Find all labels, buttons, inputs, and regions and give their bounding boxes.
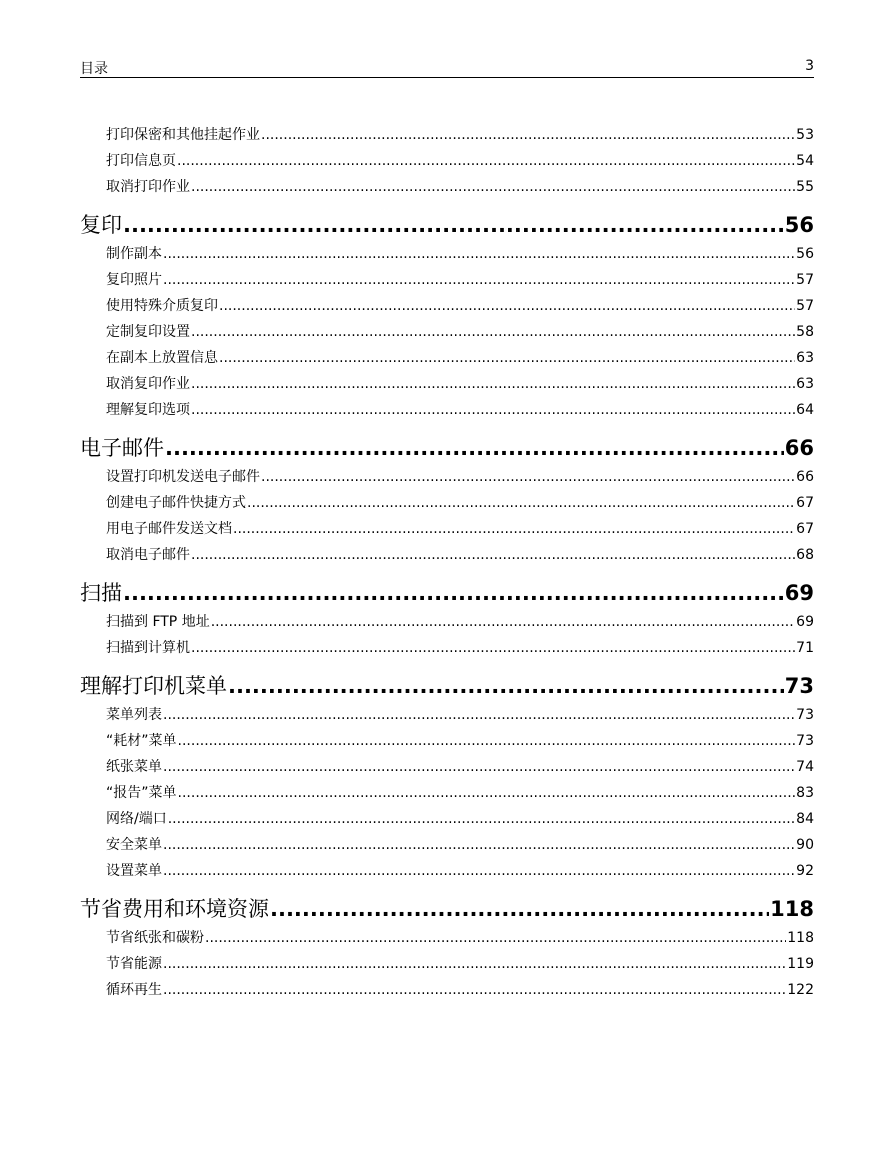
toc-entry[interactable] [80,832,814,858]
toc-entry-page: 63 [796,376,814,392]
toc-section-entry-page: 66 [784,436,814,460]
table-of-contents [80,122,814,1003]
toc-entry-label: 理解复印选项 [106,402,190,418]
toc-entry[interactable] [80,267,814,293]
toc-entry-page: 84 [796,811,814,827]
toc-entry-page: 67 [796,495,814,511]
toc-entry-label: 设置菜单 [106,863,162,879]
toc-entry[interactable] [80,977,814,1003]
toc-entry-page: 57 [796,298,814,314]
toc-entry-label: 扫描到计算机 [106,640,190,656]
dot-leader [261,464,795,490]
toc-entry-page: 118 [787,930,814,946]
toc-entry-page: 92 [796,863,814,879]
dot-leader [163,951,786,977]
toc-entry-label: 纸张菜单 [106,759,162,775]
toc-section-entry-page: 56 [784,213,814,237]
toc-entry-label: 菜单列表 [106,707,162,723]
toc-entry-label: 设置打印机发送电子邮件 [106,469,260,485]
toc-entry-label: 打印信息页 [106,153,176,169]
dot-leader [211,609,795,635]
dot-leader [219,293,795,319]
toc-entry-label: 网络/端口 [106,811,167,827]
toc-entry-label: 扫描到 FTP 地址 [106,614,210,630]
dot-leader [178,780,796,806]
toc-entry-label: 用电子邮件发送文档 [106,521,232,537]
toc-entry[interactable] [80,148,814,174]
toc-entry-page: 73 [796,733,814,749]
toc-entry[interactable] [80,345,814,371]
toc-section-entry[interactable] [80,432,814,464]
toc-entry-page: 63 [796,350,814,366]
dot-leader [219,345,795,371]
toc-entry[interactable] [80,542,814,568]
header-page-number: 3 [805,58,814,74]
toc-entry-label: 制作副本 [106,246,162,262]
toc-section-entry-label: 复印 [80,213,122,237]
toc-entry-label: 打印保密和其他挂起作业 [106,127,260,143]
dot-leader [168,806,795,832]
toc-entry[interactable] [80,241,814,267]
toc-entry[interactable] [80,858,814,884]
toc-section-entry-page: 69 [784,581,814,605]
toc-entry-page: 122 [787,982,814,998]
toc-entry-label: 取消电子邮件 [106,547,190,563]
dot-leader [191,371,795,397]
toc-entry-page: 90 [796,837,814,853]
toc-entry-label: “耗材”菜单 [106,733,177,749]
toc-entry-page: 53 [796,127,814,143]
dot-leader [247,490,795,516]
dot-leader [178,728,796,754]
dot-leader [191,319,795,345]
dot-leader [228,670,784,702]
dot-leader [163,977,786,1003]
dot-leader [261,122,795,148]
dot-leader [123,577,784,609]
toc-section-entry-label: 理解打印机菜单 [80,674,227,698]
toc-section-entry[interactable] [80,893,814,925]
toc-entry-label: 取消复印作业 [106,376,190,392]
toc-entry[interactable] [80,174,814,200]
dot-leader [163,267,795,293]
toc-entry[interactable] [80,122,814,148]
toc-section-entry-label: 电子邮件 [80,436,164,460]
toc-entry-label: 循环再生 [106,982,162,998]
toc-section-entry[interactable] [80,209,814,241]
toc-section-entry-label: 扫描 [80,581,122,605]
page-header [80,58,814,78]
toc-entry-page: 69 [796,614,814,630]
toc-entry-label: 使用特殊介质复印 [106,298,218,314]
dot-leader [191,174,795,200]
dot-leader [191,542,795,568]
toc-entry-page: 66 [796,469,814,485]
toc-entry-page: 74 [796,759,814,775]
dot-leader [163,241,795,267]
toc-entry[interactable] [80,464,814,490]
toc-entry-label: 定制复印设置 [106,324,190,340]
toc-entry[interactable] [80,516,814,542]
toc-section-entry-label: 节省费用和环境资源 [80,897,269,921]
toc-entry[interactable] [80,490,814,516]
toc-section-entry-page: 73 [784,674,814,698]
toc-entry[interactable] [80,728,814,754]
toc-entry[interactable] [80,754,814,780]
toc-entry[interactable] [80,951,814,977]
toc-entry-page: 55 [796,179,814,195]
toc-section-entry[interactable] [80,670,814,702]
toc-entry-label: 节省纸张和碳粉 [106,930,204,946]
toc-entry-page: 73 [796,707,814,723]
toc-entry[interactable] [80,635,814,661]
toc-entry-label: 复印照片 [106,272,162,288]
toc-entry-page: 71 [796,640,814,656]
toc-entry[interactable] [80,702,814,728]
dot-leader [123,209,784,241]
toc-entry[interactable] [80,609,814,635]
dot-leader [163,754,795,780]
toc-entry-label: 创建电子邮件快捷方式 [106,495,246,511]
dot-leader [233,516,795,542]
toc-entry[interactable] [80,397,814,423]
dot-leader [163,832,795,858]
toc-entry-page: 56 [796,246,814,262]
header-title: 目录 [80,61,108,77]
toc-entry-page: 68 [796,547,814,563]
toc-entry[interactable] [80,371,814,397]
toc-entry-label: 取消打印作业 [106,179,190,195]
dot-leader [163,858,795,884]
dot-leader [163,702,795,728]
toc-entry[interactable] [80,925,814,951]
toc-entry[interactable] [80,319,814,345]
toc-entry-page: 83 [796,785,814,801]
dot-leader [191,635,795,661]
toc-entry-label: 安全菜单 [106,837,162,853]
dot-leader [270,893,769,925]
toc-entry[interactable] [80,293,814,319]
toc-entry-page: 58 [796,324,814,340]
toc-entry-page: 64 [796,402,814,418]
toc-section-entry[interactable] [80,577,814,609]
toc-entry-label: 在副本上放置信息 [106,350,218,366]
dot-leader [191,397,795,423]
toc-entry-page: 54 [796,153,814,169]
toc-entry-page: 57 [796,272,814,288]
toc-section-entry-page: 118 [770,897,814,921]
toc-entry-label: “报告”菜单 [106,785,177,801]
toc-entry[interactable] [80,780,814,806]
toc-entry-page: 67 [796,521,814,537]
toc-entry[interactable] [80,806,814,832]
dot-leader [205,925,786,951]
dot-leader [165,432,784,464]
toc-entry-label: 节省能源 [106,956,162,972]
dot-leader [177,148,795,174]
toc-entry-page: 119 [787,956,814,972]
